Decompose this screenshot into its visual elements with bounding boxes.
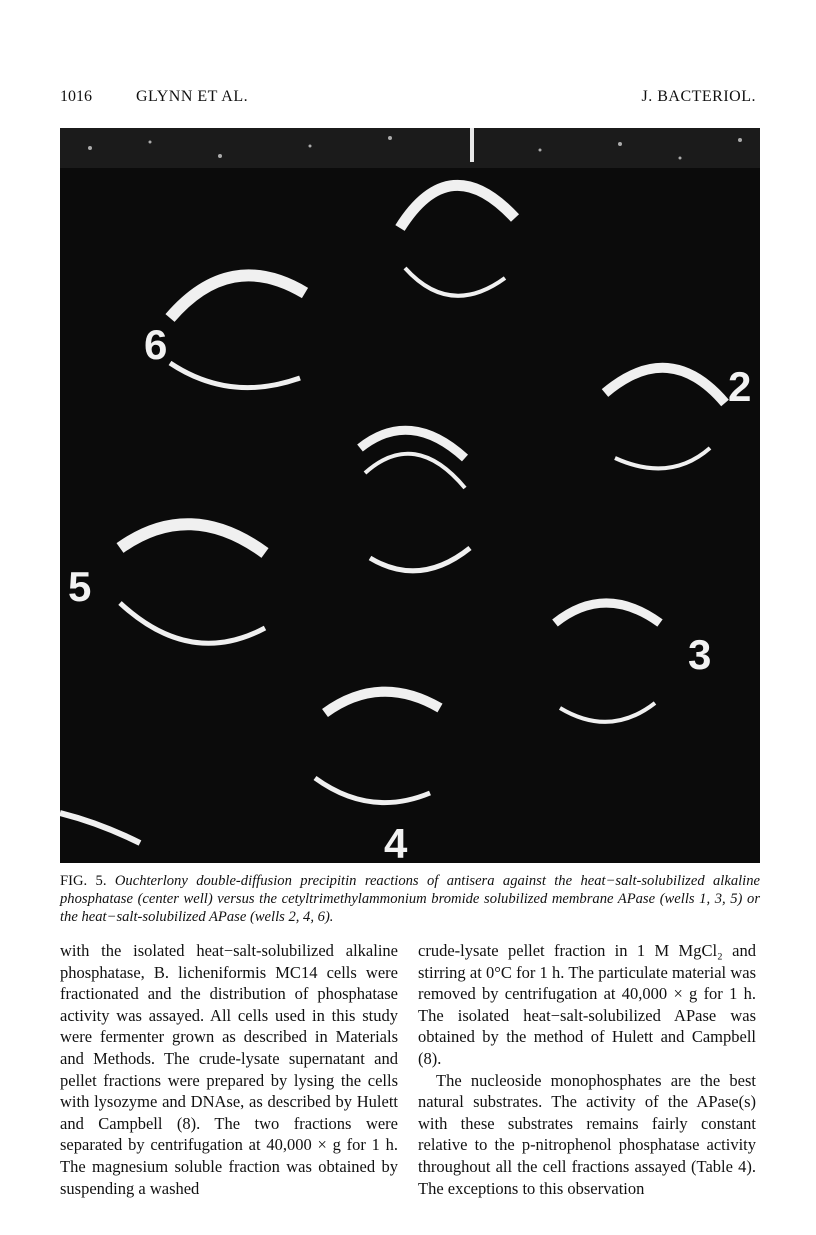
bottom-left-streak: [60, 813, 140, 843]
body-paragraph: The nucleoside monophosphates are the best natural substrates. The activity of the APase(s) with these substrates remains fairly constant relative to the p-nitrophenol phosphatase activity throughout all the cell fractions assayed (Table 4). The exceptions to this observation: [418, 1070, 756, 1198]
running-authors: GLYNN ET AL.: [136, 88, 249, 105]
well-1: [400, 185, 515, 295]
top-mark: [470, 128, 474, 162]
ouchterlony-figure-photo: [60, 128, 760, 863]
well-label-3: 3: [688, 631, 712, 678]
precipitin-arcs-drawing: [60, 128, 760, 863]
body-column-left: [60, 940, 398, 1199]
well-label-2: 2: [728, 363, 752, 410]
body-paragraph: crude-lysate pellet fraction in 1 M MgCl₂ and stirring at 0°C for 1 h. The particulate material was removed by centrifugation at 40,000 × g for 1 h. The isolated heat−salt-solubilized APase was obtained by the method of Hulett and Campbell (8).: [418, 941, 756, 1068]
figure-caption: [60, 872, 760, 926]
figure-label: FIG. 5.: [60, 873, 107, 889]
top-speckle-band: [60, 128, 760, 168]
body-column-right: [418, 940, 756, 1199]
well-label-5: 5: [68, 563, 92, 610]
body-paragraph: with the isolated heat−salt-solubilized alkaline phosphatase, B. licheniformis MC14 cells were fractionated and the distribution of phosphatase activity was assayed. All cells used in this study were fermenter grown as described in Materials and Methods. The crude-lysate supernatant and pellet fractions were prepared by lysing the cells with lysozyme and DNAse, as described by Hulett and Campbell (8). The two fractions were separated by centrifugation at 40,000 × g for 1 h. The magnesium soluble fraction was obtained by suspending a washed: [60, 941, 398, 1198]
well-6: [170, 275, 305, 387]
page-number: 1016: [60, 88, 92, 105]
well-4: [315, 692, 440, 803]
journal-name: J. BACTERIOL.: [641, 88, 756, 105]
well-label-4: 4: [384, 820, 408, 863]
well-2: [605, 368, 725, 469]
caption-text: Ouchterlony double-diffusion precipitin reactions of antisera against the heat−salt-solubilized alkaline phosphatase (center well) versus the cetyltrimethylammonium bromide solubilized membrane APase (wells 1, 3, 5) or the heat−salt-solubilized APase (wells 2, 4, 6).: [60, 873, 761, 925]
running-header: [60, 88, 756, 112]
well-5: [120, 524, 265, 643]
center-well: [360, 430, 470, 571]
well-label-6: 6: [144, 321, 168, 368]
well-3: [555, 603, 660, 722]
